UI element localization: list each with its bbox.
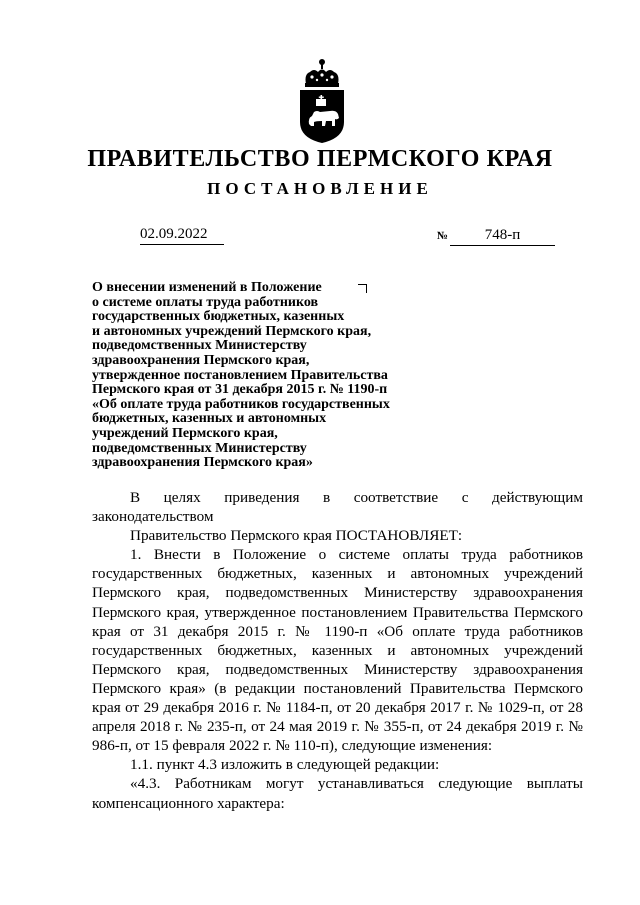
government-title: ПРАВИТЕЛЬСТВО ПЕРМСКОГО КРАЯ: [87, 146, 553, 172]
body-paragraph-item-1: 1. Внести в Положение о системе оплаты труда работников государственных бюджетных, казенных и автономных учреждений Пермского края, подведомственных Министерству здравоохранения Пермского края, утвержденное постановлением Правительства Пермского края от 31 декабря 2015 г. № 1190-п «Об оплате труда работников государственных бюджетных, казенных и автономных учреждений Пермского края, подведомственных Министерству здравоохранения Пермского края» (в редакции постановлений Правительства Пермского края от 29 декабря 2016 г. № 1184-п, от 20 декабря 2017 г. № 1029-п, от 28 апреля 2018 г. № 235-п, от 24 мая 2019 г. № 355-п, от 24 декабря 2019 г. № 986-п, от 15 февраля 2022 г. № 110-п), следующие изменения:: [92, 546, 583, 755]
subject-line: О внесении изменений в Положение: [92, 280, 322, 295]
body-paragraph-resolves: Правительство Пермского края ПОСТАНОВЛЯЕТ:: [130, 527, 463, 545]
subject-line: Пермского края от 31 декабря 2015 г. № 1190-п: [92, 382, 388, 398]
subject-line: подведомственных Министерству: [92, 440, 307, 456]
perm-krai-coat-of-arms-icon: [292, 56, 352, 144]
document-date: 02.09.2022: [140, 226, 224, 245]
number-sign: №: [437, 230, 449, 242]
document-body: [92, 488, 583, 813]
subject-line: здравоохранения Пермского края»: [92, 455, 313, 471]
subject-line: здравоохранения Пермского края,: [92, 352, 310, 368]
subject-line: и автономных учреждений Пермского края,: [92, 323, 372, 339]
subject-line: бюджетных, казенных и автономных: [92, 411, 327, 427]
document-subject: [92, 281, 432, 471]
body-paragraph-item-1-1: 1.1. пункт 4.3 изложить в следующей редакции:: [130, 756, 440, 774]
subject-line: «Об оплате труда работников государственных: [92, 396, 390, 412]
body-paragraph-intro-line1: В целях приведения в соответствие с действующим: [130, 489, 583, 506]
body-paragraph-item-4-3: «4.3. Работникам могут устанавливаться следующие выплаты компенсационного характера:: [92, 775, 583, 812]
subject-line: утвержденное постановлением Правительства: [92, 367, 388, 383]
document-type: ПОСТАНОВЛЕНИЕ: [207, 179, 433, 198]
subject-line: государственных бюджетных, казенных: [92, 309, 345, 325]
document-number-field: [437, 227, 555, 246]
body-paragraph-intro-line2: законодательством: [92, 508, 214, 526]
document-number: 748-п: [450, 227, 555, 246]
subject-line: о системе оплаты труда работников: [92, 294, 319, 310]
subject-line: подведомственных Министерству: [92, 338, 307, 354]
subject-line: учреждений Пермского края,: [92, 425, 278, 441]
